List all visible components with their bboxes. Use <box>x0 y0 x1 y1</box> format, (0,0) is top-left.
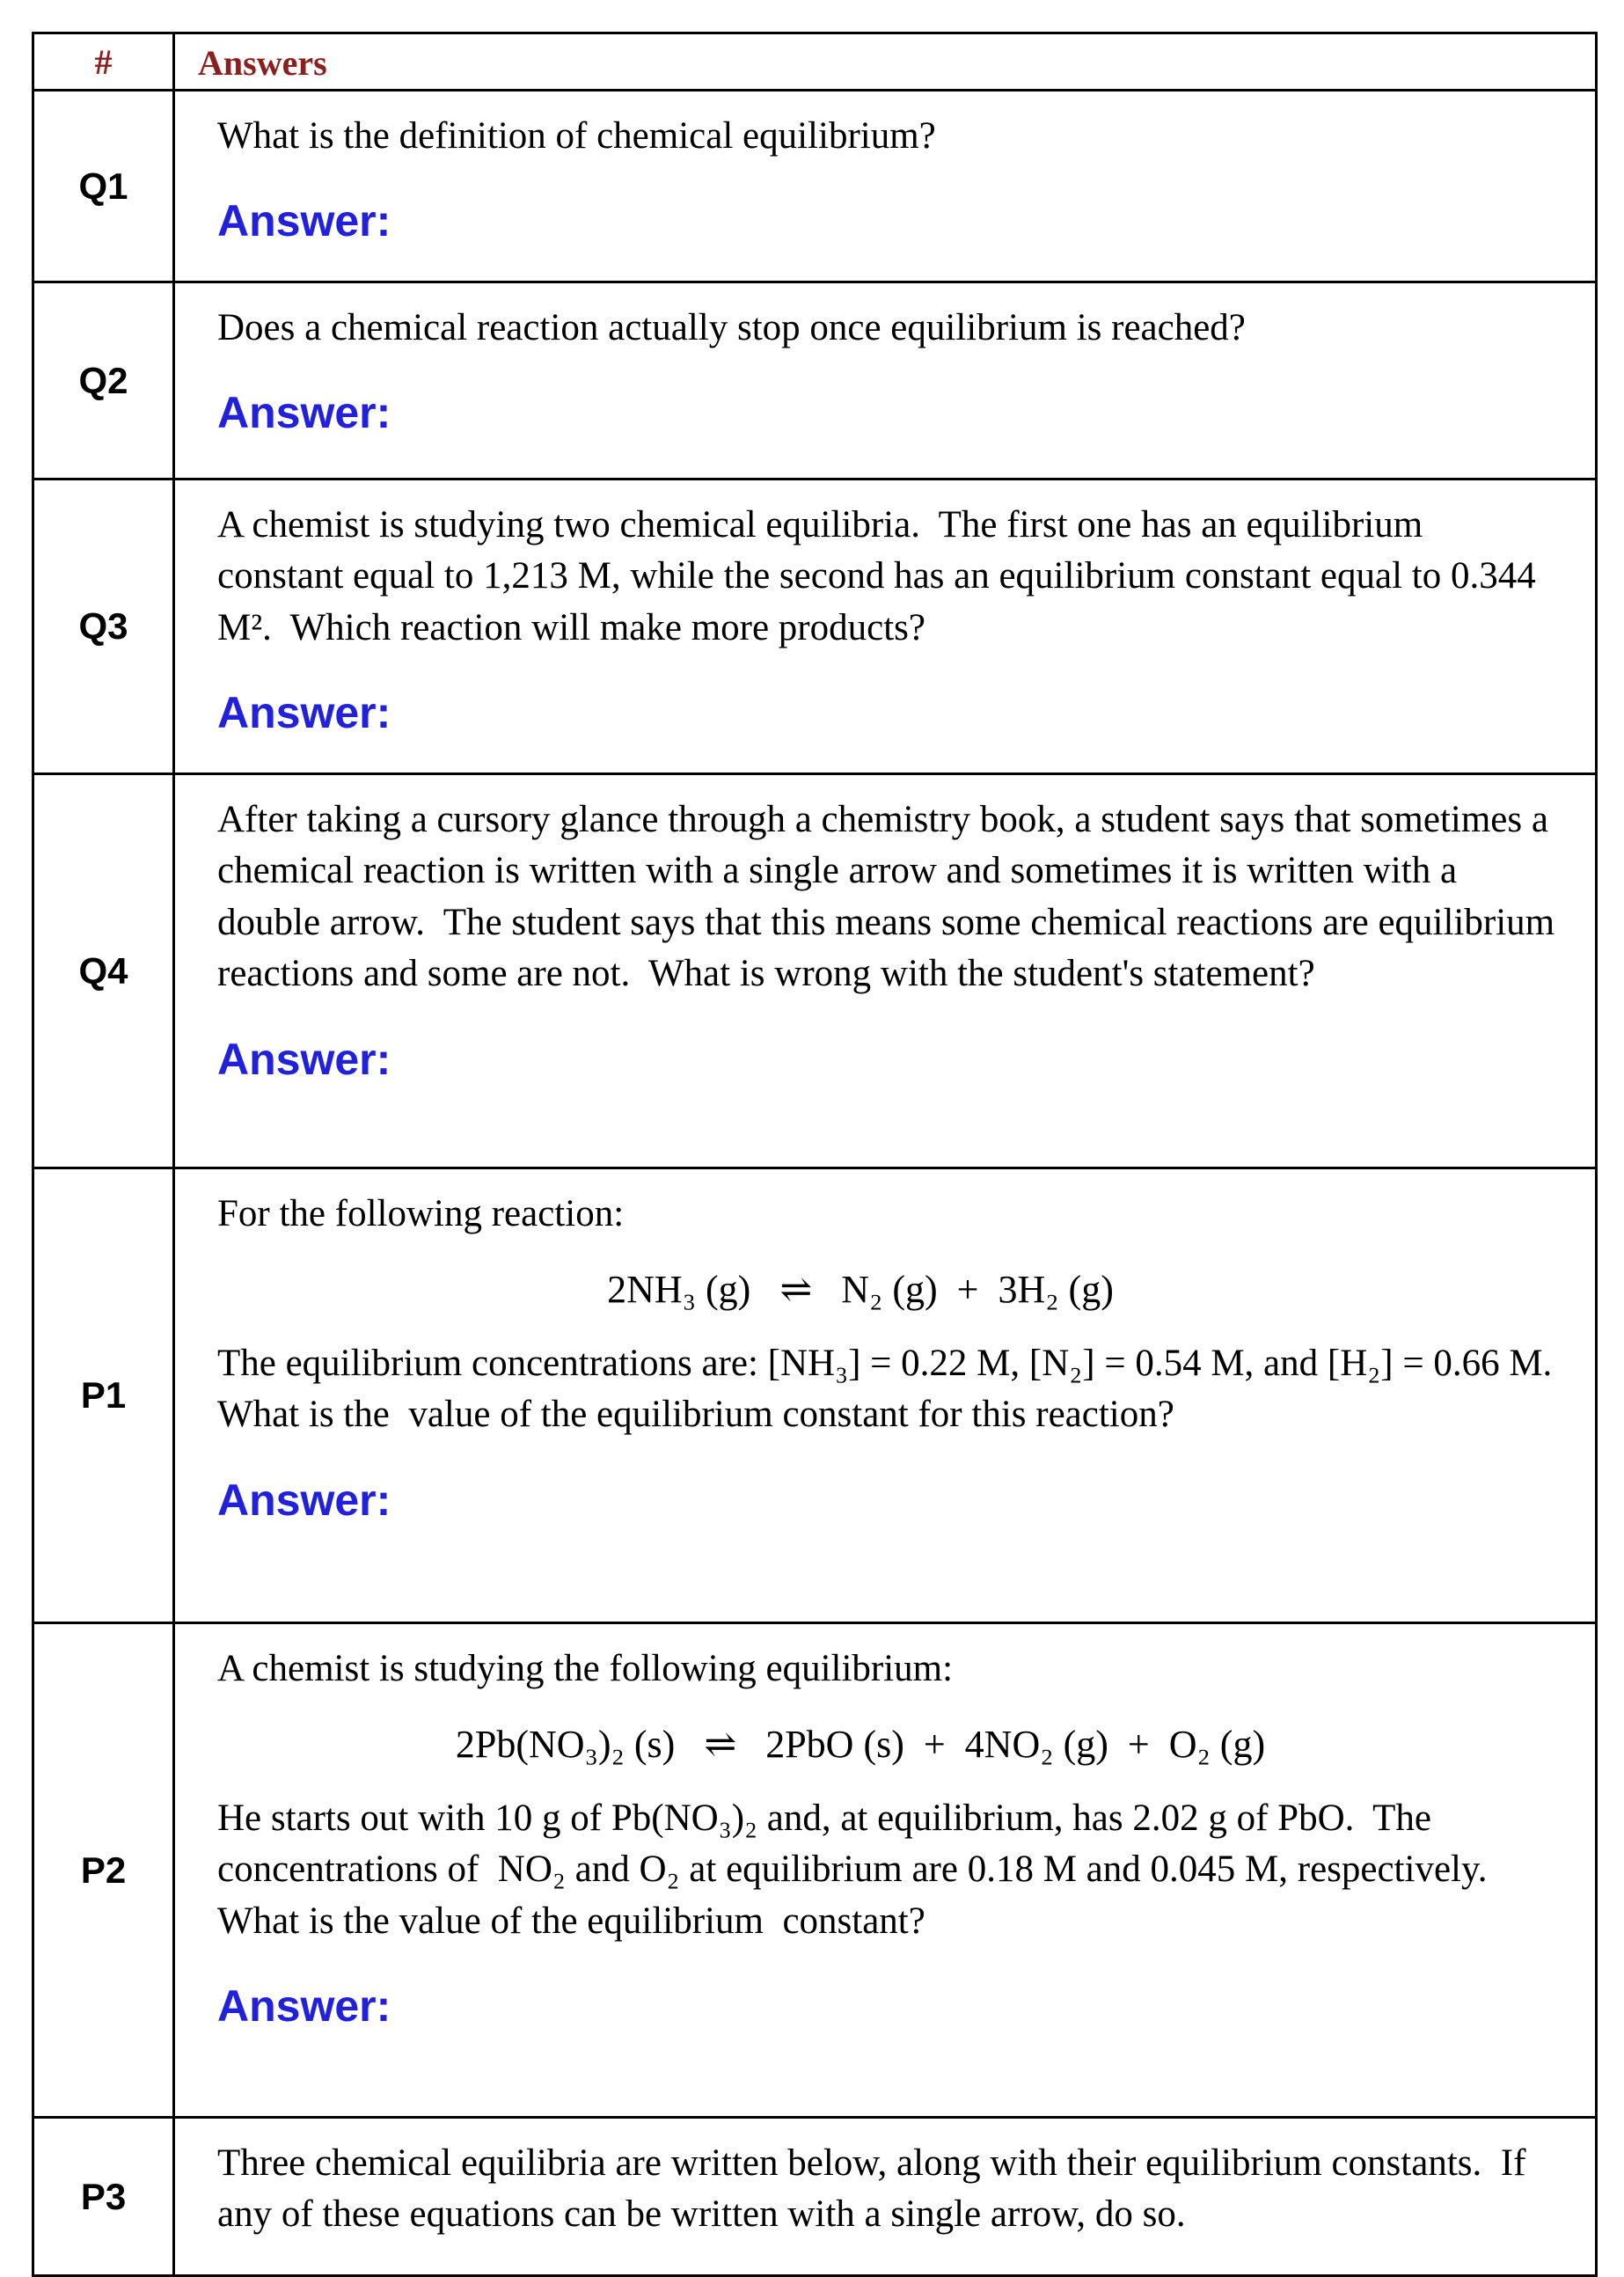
question-number-cell <box>34 775 175 1167</box>
answer-label: Answer: <box>217 688 391 738</box>
question-number: P1 <box>80 1374 127 1416</box>
answer-label: Answer: <box>217 196 391 246</box>
question-text: Three chemical equilibria are written below, along with their equilibrium constants. If any of these equations can be written with a single arrow, do so. <box>217 2142 1536 2236</box>
question-row-q4 <box>34 772 1595 1167</box>
question-row-q3 <box>34 478 1595 772</box>
question-row-q2 <box>34 281 1595 478</box>
question-number: P3 <box>80 2175 127 2217</box>
question-number-cell <box>34 283 175 478</box>
chemical-equation: 2Pb(NO₃)₂ (s) ⇌ 2PbO (s) + 4NO₂ (g) + O₂ (g) <box>455 1723 1266 1767</box>
chemical-equation: 2NH₃ (g) ⇌ N₂ (g) + 3H₂ (g) <box>607 1268 1114 1312</box>
answer-label: Answer: <box>217 1034 391 1084</box>
question-number-cell <box>34 1624 175 2116</box>
header-answers-cell <box>175 34 1595 89</box>
header-answers-label: Answers <box>198 42 327 83</box>
question-content <box>175 2119 1595 2274</box>
answer-label: Answer: <box>217 388 391 438</box>
question-number: Q4 <box>78 949 128 992</box>
question-text: What is the definition of chemical equilibrium? <box>217 115 936 157</box>
question-content <box>175 1169 1595 1622</box>
question-number-cell <box>34 2119 175 2274</box>
question-text: Does a chemical reaction actually stop once equilibrium is reached? <box>217 307 1246 348</box>
question-number: Q3 <box>78 605 128 647</box>
question-number-cell <box>34 92 175 281</box>
question-content <box>175 92 1595 281</box>
table-header-row <box>34 34 1595 89</box>
question-content <box>175 480 1595 772</box>
question-intro-text: A chemist is studying the following equilibrium: <box>217 1648 954 1689</box>
question-text: He starts out with 10 g of Pb(NO₃)₂ and, at equilibrium, has 2.02 g of PbO. The concentrations of NO₂ and O₂ at equilibrium are 0.18 M and 0.045 M, respectively. What is the value of the equilibrium constant? <box>217 1797 1515 1942</box>
header-number-cell <box>34 34 175 89</box>
question-row-p1 <box>34 1167 1595 1622</box>
question-content <box>175 775 1595 1167</box>
question-number: Q2 <box>78 359 128 401</box>
worksheet-table <box>32 32 1598 2277</box>
question-row-q1 <box>34 89 1595 281</box>
question-number-cell <box>34 480 175 772</box>
answer-label: Answer: <box>217 1475 391 1525</box>
question-content <box>175 1624 1595 2116</box>
question-row-p3 <box>34 2116 1595 2274</box>
question-content <box>175 283 1595 478</box>
question-text: After taking a cursory glance through a chemistry book, a student says that sometimes a chemical reaction is written with a single arrow and sometimes it is written with a double arrow. The student says that this means some chemical reactions are equilibrium reactions and some are not. What is wrong with the student's statement? <box>217 799 1564 995</box>
question-text: The equilibrium concentrations are: [NH₃] = 0.22 M, [N₂] = 0.54 M, and [H₂] = 0.66 M. What is the value of the equilibrium constant for this reaction? <box>217 1342 1571 1436</box>
question-text: A chemist is studying two chemical equilibria. The first one has an equilibrium constant equal to 1,213 M, while the second has an equilibrium constant equal to 0.344 M². Which reaction will make more products? <box>217 504 1546 648</box>
answer-label: Answer: <box>217 1981 391 2032</box>
question-intro-text: For the following reaction: <box>217 1193 625 1234</box>
question-number: Q1 <box>78 165 128 207</box>
question-number: P2 <box>80 1849 127 1891</box>
question-row-p2 <box>34 1622 1595 2116</box>
header-number-label: # <box>94 41 113 82</box>
question-number-cell <box>34 1169 175 1622</box>
